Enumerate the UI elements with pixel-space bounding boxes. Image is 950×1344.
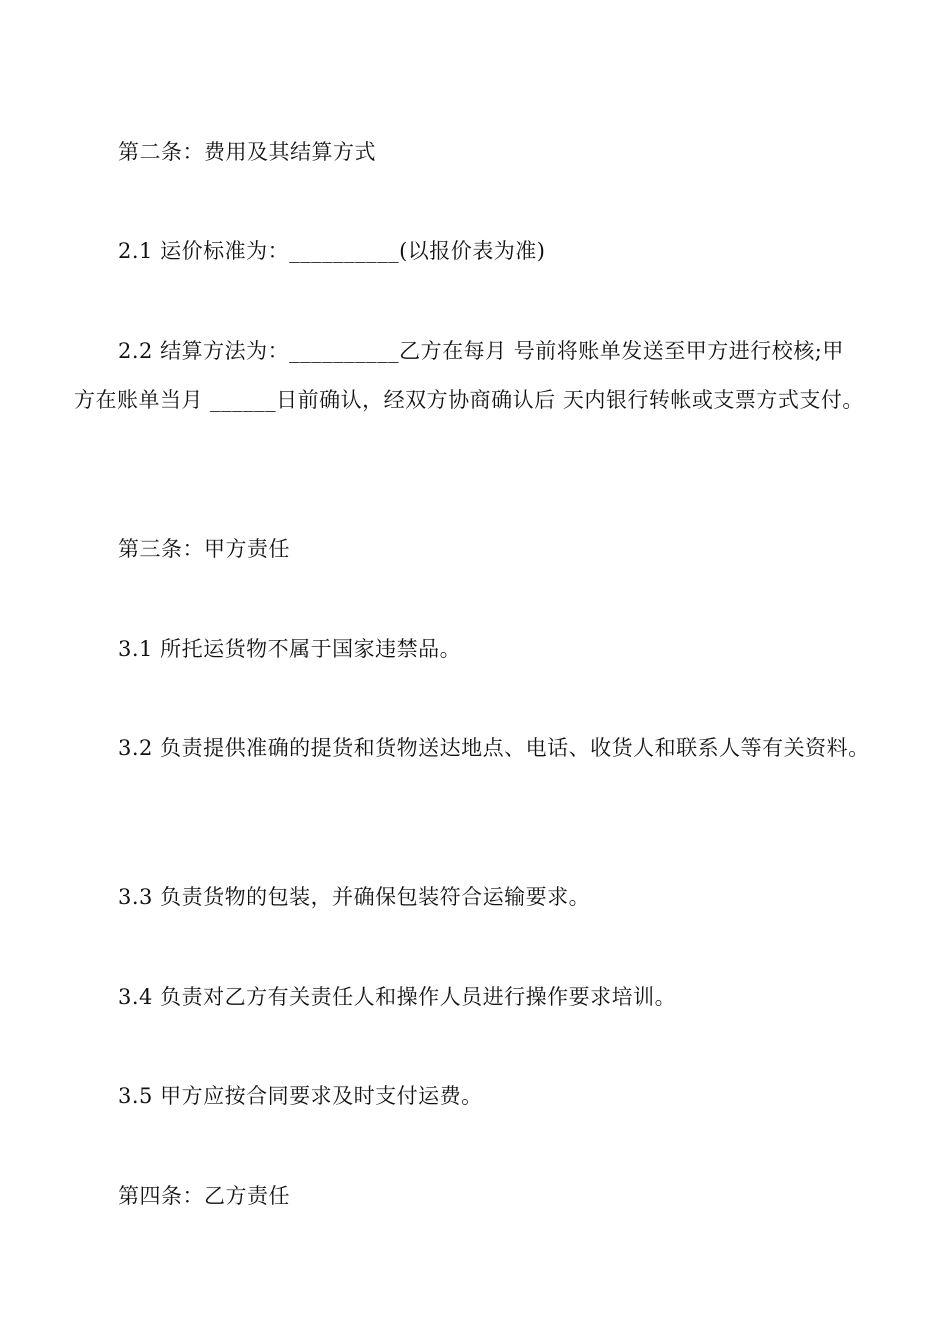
- clause-3-2: 3.2 负责提供准确的提货和货物送达地点、电话、收货人和联系人等有关资料。: [118, 736, 870, 760]
- clause-3-4: 3.4 负责对乙方有关责任人和操作人员进行操作要求培训。: [118, 985, 677, 1009]
- clause-2-2-line-1: 2.2 结算方法为：__________乙方在每月 号前将账单发送至甲方进行校核;甲: [118, 339, 844, 363]
- clause-2-1: 2.1 运价标准为：__________(以报价表为准): [118, 239, 546, 263]
- clause-3-1: 3.1 所托运货物不属于国家违禁品。: [118, 637, 462, 661]
- clause-3-5: 3.5 甲方应按合同要求及时支付运费。: [118, 1084, 483, 1108]
- clause-2-2-line-2: 方在账单当月 ______日前确认，经双方协商确认后 天内银行转帐或支票方式支付。: [74, 388, 864, 412]
- clause-3-3: 3.3 负责货物的包装，并确保包装符合运输要求。: [118, 885, 591, 909]
- article-4-heading: 第四条：乙方责任: [118, 1184, 290, 1208]
- article-3-heading: 第三条：甲方责任: [118, 537, 290, 561]
- article-2-heading: 第二条：费用及其结算方式: [118, 140, 376, 164]
